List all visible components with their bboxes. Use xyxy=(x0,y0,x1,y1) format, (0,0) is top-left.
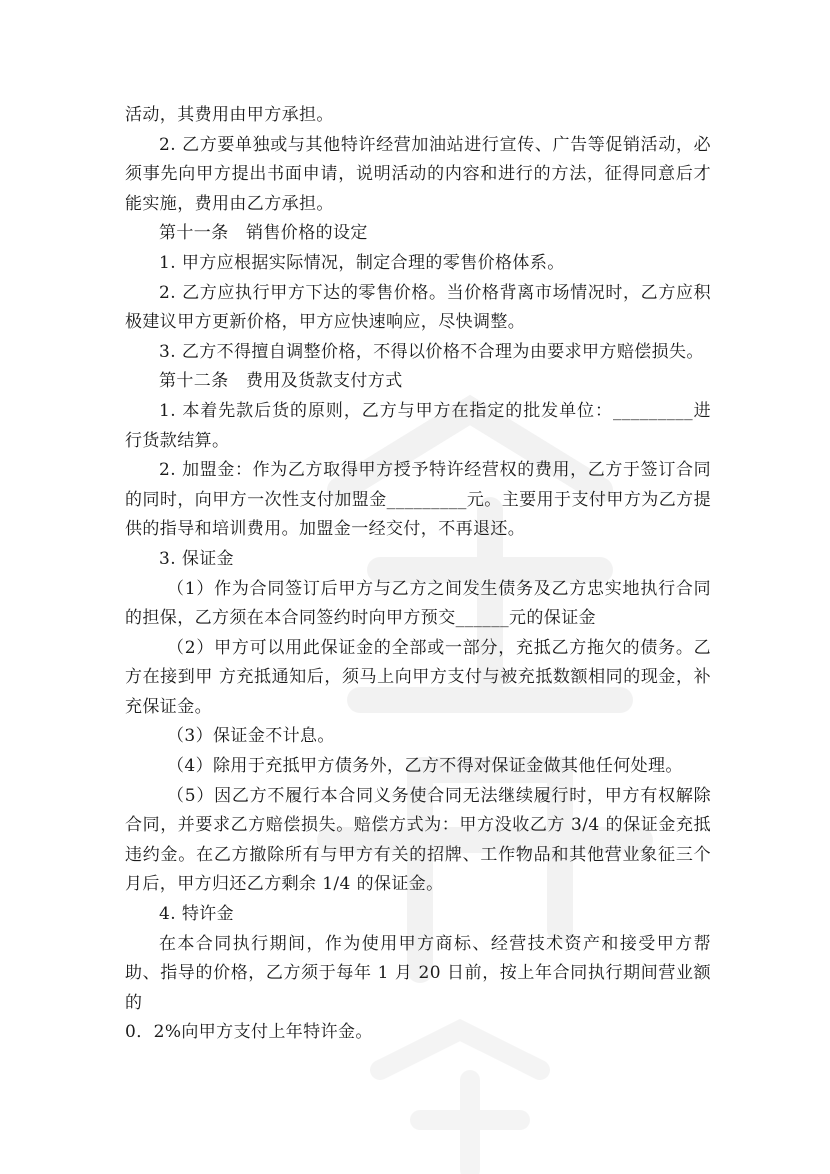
paragraph-4: 1. 甲方应根据实际情况，制定合理的零售价格体系。 xyxy=(159,252,565,273)
paragraph-11: （1）作为合同签订后甲方与乙方之间发生债务及乙方忠实地执行合同的担保，乙方须在本合同签约时向甲方预交______元的保证金 xyxy=(125,578,711,629)
paragraph-9: 2. 加盟金：作为乙方取得甲方授予特许经营权的费用，乙方于签订合同的同时，向甲方一次性支付加盟金_________元。主要用于支付甲方为乙方提供的指导和培训费用。加盟金一经交付，不再退还。 xyxy=(125,460,711,540)
paragraph-18: 0．2%向甲方支付上年特许金。 xyxy=(125,1022,373,1043)
subheading-franchise-fee: 4. 特许金 xyxy=(159,904,235,925)
paragraph-6: 3. 乙方不得擅自调整价格，不得以价格不合理为由要求甲方赔偿损失。 xyxy=(159,341,704,362)
paragraph-5: 2. 乙方应执行甲方下达的零售价格。当价格背离市场情况时，乙方应积极建议甲方更新价格，甲方应快速响应，尽快调整。 xyxy=(125,282,711,333)
section-heading-11: 第十一条 销售价格的设定 xyxy=(159,223,368,244)
paragraph-17: 在本合同执行期间，作为使用甲方商标、经营技术资产和接受甲方帮助、指导的价格，乙方须于每年 1 月 20 日前，按上年合同执行期间营业额的 xyxy=(125,933,711,1013)
paragraph-1: 活动，其费用由甲方承担。 xyxy=(125,105,334,125)
document-body xyxy=(125,101,711,1048)
paragraph-13: （3）保证金不计息。 xyxy=(167,726,335,747)
paragraph-8: 1. 本着先款后货的原则，乙方与甲方在指定的批发单位：_________进行货款结算。 xyxy=(125,400,711,451)
paragraph-2: 2. 乙方要单独或与其他特许经营加油站进行宣传、广告等促销活动，必须事先向甲方提出书面申请，说明活动的内容和进行的方法，征得同意后才能实施，费用由乙方承担。 xyxy=(125,134,711,214)
paragraph-15: （5）因乙方不履行本合同义务使合同无法继续履行时，甲方有权解除合同，并要求乙方赔偿损失。赔偿方式为：甲方没收乙方 3/4 的保证金充抵违约金。在乙方撤除所有与甲方有关的招牌、工作物品和其他营业象征三个月后，甲方归还乙方剩余 1/4 的保证金。 xyxy=(125,785,711,895)
subheading-deposit: 3. 保证金 xyxy=(159,548,235,569)
section-heading-12: 第十二条 费用及货款支付方式 xyxy=(159,371,403,392)
paragraph-12: （2）甲方可以用此保证金的全部或一部分，充抵乙方拖欠的债务。乙方在接到甲 方充抵通知后，须马上向甲方支付与被充抵数额相同的现金，补充保证金。 xyxy=(125,637,711,717)
paragraph-14: （4）除用于充抵甲方债务外，乙方不得对保证金做其他任何处理。 xyxy=(167,756,683,777)
